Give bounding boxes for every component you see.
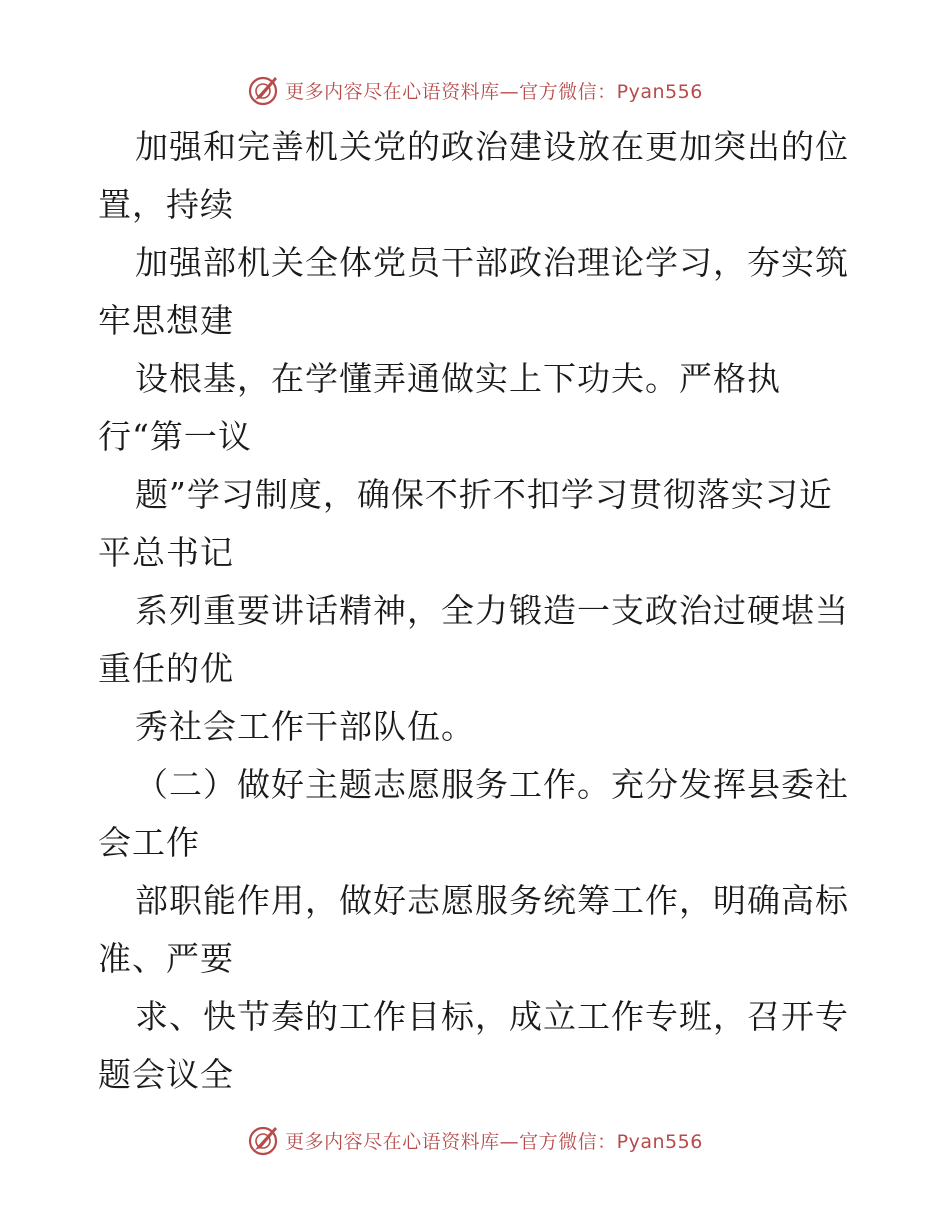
text-line: 系列重要讲话精神，全力锻造一支政治过硬堪当: [135, 591, 849, 630]
text-line: 题”学习制度，确保不折不扣学习贯彻落实习近: [135, 475, 833, 514]
text-line: 行“第一议: [98, 417, 252, 456]
text-line: 准、严要: [98, 939, 234, 978]
text-line: 题会议全: [98, 1055, 234, 1094]
text-line: 加强部机关全体党员干部政治理论学习，夯实筑: [135, 243, 849, 282]
text-line: （二）做好主题志愿服务工作。充分发挥县委社: [135, 765, 849, 804]
text-line: 置，持续: [98, 185, 234, 224]
text-line: 设根基，在学懂弄通做实上下功夫。严格执: [135, 359, 781, 398]
header-banner: [0, 70, 950, 110]
text-line: 求、快节奏的工作目标，成立工作专班，召开专: [135, 997, 849, 1036]
footer-banner-text: 更多内容尽在心语资料库—官方微信：Pyan556: [285, 1130, 703, 1153]
text-line: 重任的优: [98, 649, 234, 688]
footer-banner: [0, 1120, 950, 1160]
quill-seal-icon: [247, 73, 281, 107]
text-line: 会工作: [98, 823, 200, 862]
header-banner-text: 更多内容尽在心语资料库—官方微信：Pyan556: [285, 80, 703, 103]
text-line: 秀社会工作干部队伍。: [135, 707, 475, 746]
text-line: 牢思想建: [98, 301, 234, 340]
text-line: 加强和完善机关党的政治建设放在更加突出的位: [135, 127, 849, 166]
quill-seal-icon: [247, 1123, 281, 1157]
document-body: [98, 118, 858, 1104]
text-line: 平总书记: [98, 533, 234, 572]
text-line: 部职能作用，做好志愿服务统筹工作，明确高标: [135, 881, 849, 920]
